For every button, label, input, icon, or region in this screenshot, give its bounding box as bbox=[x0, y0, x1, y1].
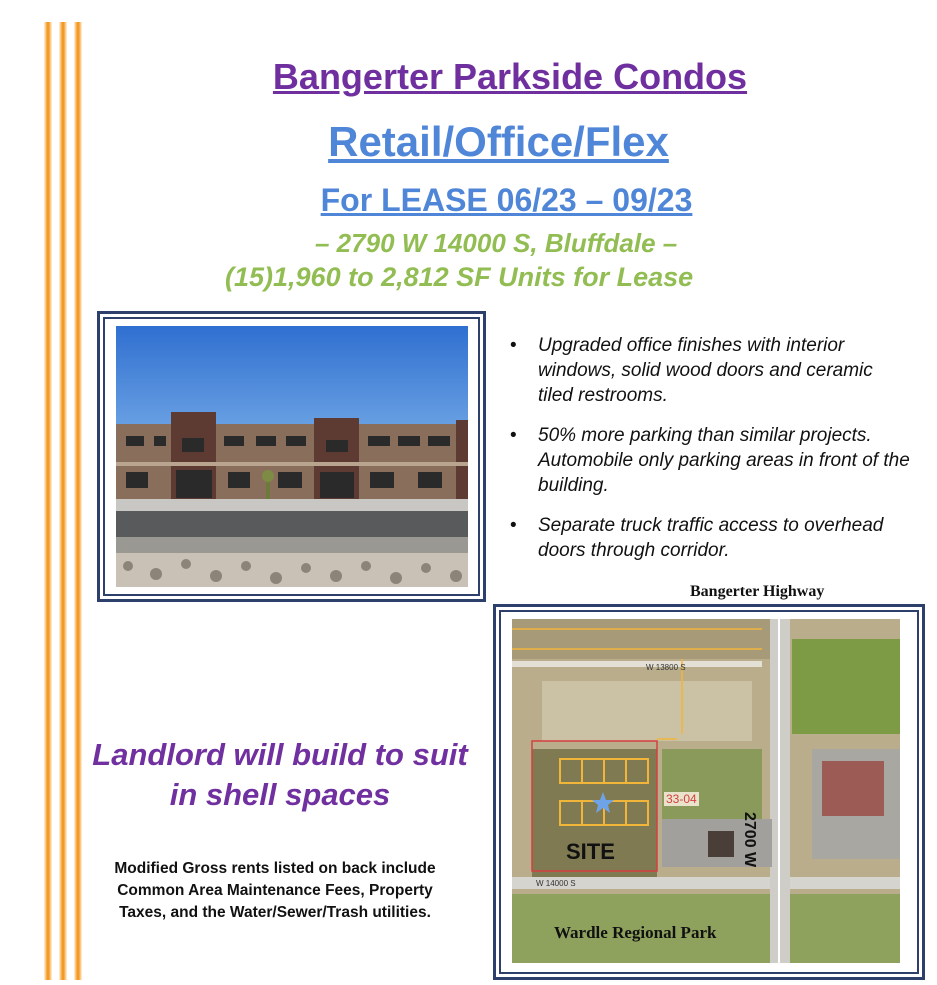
site-label: SITE bbox=[566, 839, 615, 864]
parcel-label: 33-04 bbox=[666, 792, 697, 806]
rents-note: Modified Gross rents listed on back include Common Area Maintenance Fees, Property Taxes, and the Water/Sewer/Trash utilities. bbox=[114, 860, 436, 921]
feature-text: Separate truck traffic access to overhead doors through corridor. bbox=[538, 515, 884, 561]
building-photo-frame bbox=[97, 311, 486, 602]
street-label-bottom: W 14000 S bbox=[536, 879, 576, 888]
highway-label: Bangerter Highway bbox=[690, 583, 825, 600]
lease-dates: For LEASE 06/23 – 09/23 bbox=[320, 182, 693, 218]
feature-text: 50% more parking than similar projects. Automobile only parking areas in front of the building. bbox=[538, 425, 910, 496]
park-label: Wardle Regional Park bbox=[554, 923, 717, 942]
list-item: • Upgraded office finishes with interior windows, solid wood doors and ceramic tiled restrooms. bbox=[510, 335, 873, 406]
page-subtitle: Retail/Office/Flex bbox=[328, 118, 669, 165]
building-photo bbox=[116, 326, 468, 587]
page-title: Bangerter Parkside Condos bbox=[272, 56, 748, 97]
property-address: – 2790 W 14000 S, Bluffdale – bbox=[315, 228, 678, 258]
list-item: • Separate truck traffic access to overhead doors through corridor. bbox=[510, 515, 884, 561]
site-map-frame bbox=[493, 604, 925, 980]
street-label-vertical: 2700 W bbox=[741, 812, 758, 868]
units-summary: (15)1,960 to 2,812 SF Units for Lease bbox=[225, 262, 694, 292]
feature-text: Upgraded office finishes with interior windows, solid wood doors and ceramic tiled restrooms. bbox=[538, 335, 873, 406]
street-label-top: W 13800 S bbox=[646, 663, 686, 672]
build-to-suit-headline: Landlord will build to suit in shell spaces bbox=[92, 737, 468, 812]
feature-list bbox=[510, 333, 910, 578]
site-map bbox=[512, 619, 900, 963]
list-item: • 50% more parking than similar projects. Automobile only parking areas in front of the building. bbox=[510, 425, 910, 496]
